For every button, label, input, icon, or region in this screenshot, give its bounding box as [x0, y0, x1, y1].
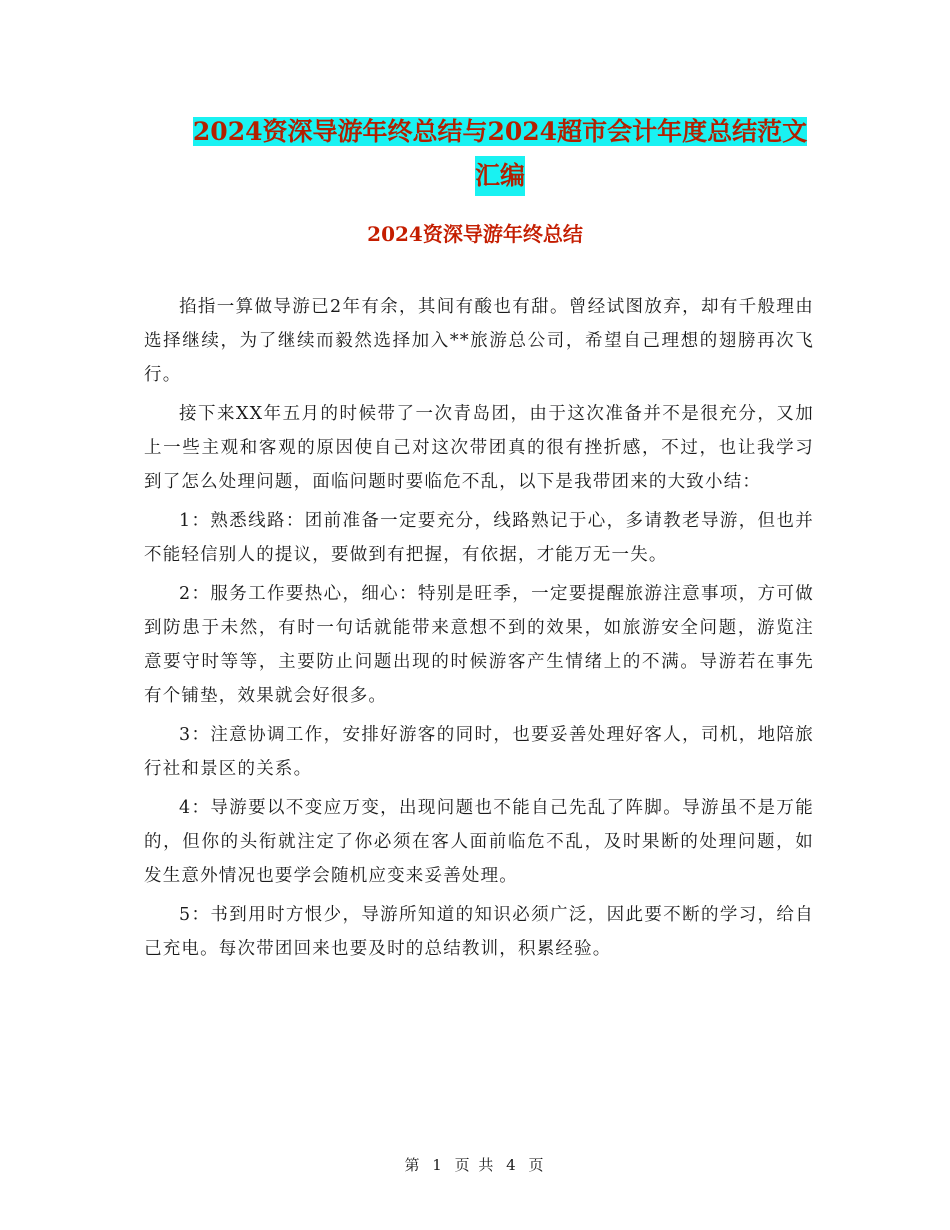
footer-prefix: 第 — [404, 1156, 422, 1174]
paragraph-point-1: 1：熟悉线路：团前准备一定要充分，线路熟记于心，多请教老导游，但也并不能轻信别人的提议，要做到有把握，有依据，才能万无一失。 — [144, 511, 814, 565]
paragraph-intro: 掐指一算做导游已2年有余，其间有酸也有甜。曾经试图放弃，却有千般理由选择继续，为了继续而毅然选择加入**旅游总公司，希望自己理想的翅膀再次飞行。 — [144, 297, 814, 385]
footer-total-pages: 4 — [506, 1156, 518, 1174]
paragraph-point-2: 2：服务工作要热心，细心：特别是旺季，一定要提醒旅游注意事项，方可做到防患于未然，有时一句话就能带来意想不到的效果，如旅游安全问题，游览注意要守时等等，主要防止问题出现的时候游客产生情绪上的不满。导游若在事先有个铺垫，效果就会好很多。 — [144, 584, 814, 706]
document-body — [144, 290, 814, 971]
page-footer — [0, 1153, 950, 1177]
document-title-line1: 2024资深导游年终总结与2024超市会计年度总结范文 — [192, 117, 808, 146]
paragraph-point-5: 5：书到用时方恨少，导游所知道的知识必须广泛，因此要不断的学习，给自己充电。每次带团回来也要及时的总结教训，积累经验。 — [144, 905, 814, 959]
document-title-line2: 汇编 — [475, 156, 525, 196]
paragraph-point-4: 4：导游要以不变应万变，出现问题也不能自己先乱了阵脚。导游虽不是万能的，但你的头衔就注定了你必须在客人面前临危不乱，及时果断的处理问题，如发生意外情况也要学会随机应变来妥善处理。 — [144, 798, 814, 886]
paragraph-background: 接下来XX年五月的时候带了一次青岛团，由于这次准备并不是很充分，又加上一些主观和客观的原因使自己对这次带团真的很有挫折感，不过，也让我学习到了怎么处理问题，面临问题时要临危不乱，以下是我带团来的大致小结： — [144, 404, 814, 492]
footer-page-number: 1 — [432, 1156, 444, 1174]
footer-middle: 页 共 — [454, 1156, 496, 1174]
section-title: 2024资深导游年终总结 — [367, 222, 583, 246]
document-title — [140, 112, 860, 196]
paragraph-point-3: 3：注意协调工作，安排好游客的同时，也要妥善处理好客人，司机，地陪旅行社和景区的关系。 — [144, 725, 814, 779]
footer-suffix: 页 — [528, 1156, 546, 1174]
